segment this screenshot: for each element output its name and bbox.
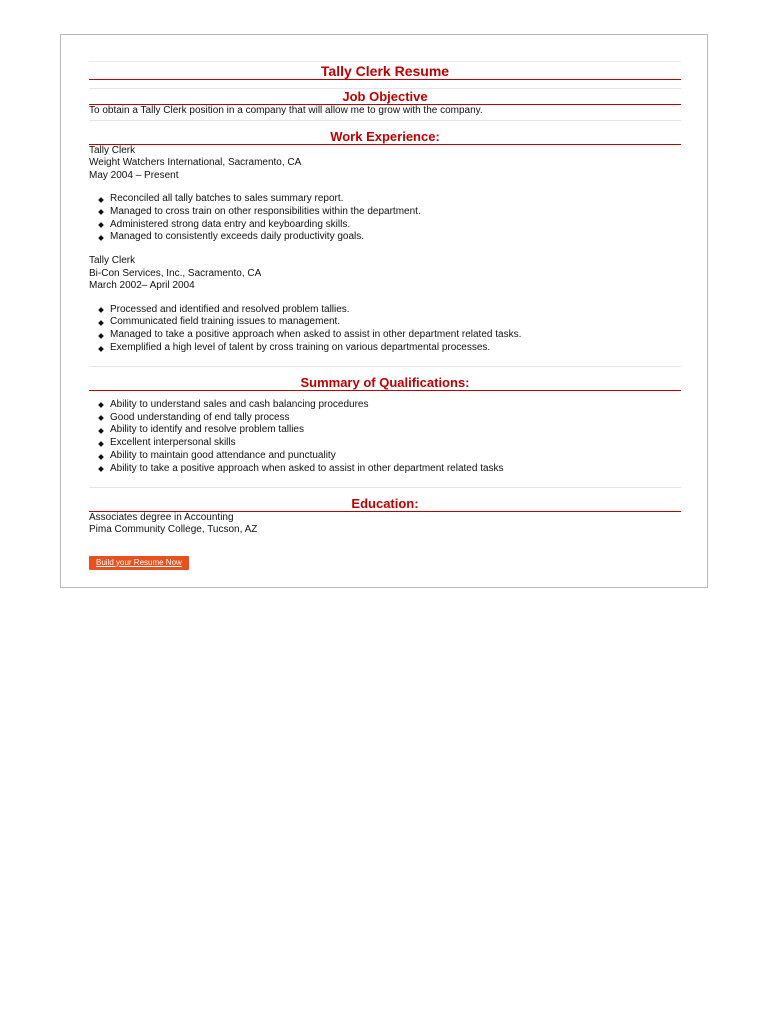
- job-objective-text: To obtain a Tally Clerk position in a company that will allow me to grow with the company.: [89, 105, 483, 116]
- duty-text: Reconciled all tally batches to sales summary report.: [110, 193, 344, 204]
- bullet-icon: [98, 333, 104, 339]
- job-entry: [89, 255, 681, 355]
- qualification-text: Ability to take a positive approach when asked to assist in other department related tasks: [110, 462, 504, 474]
- bullet-icon: [98, 197, 104, 203]
- list-item: [89, 399, 681, 412]
- work-experience-heading: Work Experience:: [330, 128, 440, 144]
- education-school: Pima Community College, Tucson, AZ: [89, 524, 258, 536]
- list-item: [89, 304, 681, 317]
- resume-content: [89, 61, 681, 570]
- bullet-icon: [98, 454, 104, 460]
- list-item: [89, 463, 681, 476]
- qualification-text: Ability to identify and resolve problem tallies: [110, 424, 304, 436]
- bullet-icon: [98, 467, 104, 473]
- list-item: [89, 316, 681, 329]
- bullet-icon: [98, 403, 104, 409]
- title-rule: [89, 79, 681, 80]
- qualifications-list: [89, 399, 681, 476]
- bullet-icon: [98, 320, 104, 326]
- bullet-icon: [98, 415, 104, 421]
- bullet-icon: [98, 307, 104, 313]
- education-degree: Associates degree in Accounting: [89, 511, 234, 523]
- job-entry: [89, 145, 681, 245]
- qualifications-heading: Summary of Qualifications:: [300, 374, 470, 390]
- resume-title: Tally Clerk Resume: [320, 63, 450, 79]
- qualification-text: Ability to maintain good attendance and punctuality: [110, 450, 336, 462]
- bullet-icon: [98, 441, 104, 447]
- qualifications-rule: [89, 390, 681, 391]
- list-item: [89, 424, 681, 437]
- duty-text: Managed to take a positive approach when asked to assist in other department related tasks.: [110, 329, 522, 341]
- top-divider: [89, 61, 681, 62]
- education-heading: Education:: [351, 495, 419, 511]
- build-resume-button[interactable]: Build your Resume Now: [89, 556, 189, 570]
- qualification-text: Good understanding of end tally process: [110, 411, 290, 423]
- cta-wrapper: [89, 552, 681, 570]
- list-item: [89, 437, 681, 450]
- bullet-icon: [98, 222, 104, 228]
- list-item: [89, 450, 681, 463]
- list-item: [89, 412, 681, 425]
- job-objective-heading: Job Objective: [342, 89, 428, 104]
- duty-text: Administered strong data entry and keyboarding skills.: [110, 218, 351, 230]
- qualification-text: Ability to understand sales and cash balancing procedures: [110, 398, 369, 410]
- job-employer: Weight Watchers International, Sacramento, CA: [89, 157, 302, 168]
- list-item: [89, 206, 681, 219]
- bullet-icon: [98, 428, 104, 434]
- duty-text: Managed to cross train on other responsibilities within the department.: [110, 205, 421, 217]
- duty-text: Processed and identified and resolved problem tallies.: [110, 303, 350, 315]
- job-dates: March 2002– April 2004: [89, 280, 195, 292]
- qualification-text: Excellent interpersonal skills: [110, 437, 236, 449]
- job-duties-list: [89, 304, 681, 355]
- duty-text: Exemplified a high level of talent by cross training on various departmental processes.: [110, 342, 491, 354]
- job-duties-list: [89, 193, 681, 244]
- duty-text: Communicated field training issues to management.: [110, 316, 341, 328]
- job-position: Tally Clerk: [89, 255, 136, 267]
- job-position: Tally Clerk: [89, 144, 136, 156]
- list-item: [89, 329, 681, 342]
- bullet-icon: [98, 235, 104, 241]
- bullet-icon: [98, 346, 104, 352]
- bullet-icon: [98, 209, 104, 215]
- job-employer: Bi-Con Services, Inc., Sacramento, CA: [89, 267, 262, 279]
- list-item: [89, 193, 681, 206]
- list-item: [89, 342, 681, 355]
- list-item: [89, 219, 681, 232]
- job-dates: May 2004 – Present: [89, 169, 179, 181]
- resume-page: [60, 34, 708, 588]
- duty-text: Managed to consistently exceeds daily productivity goals.: [110, 231, 365, 243]
- list-item: [89, 231, 681, 244]
